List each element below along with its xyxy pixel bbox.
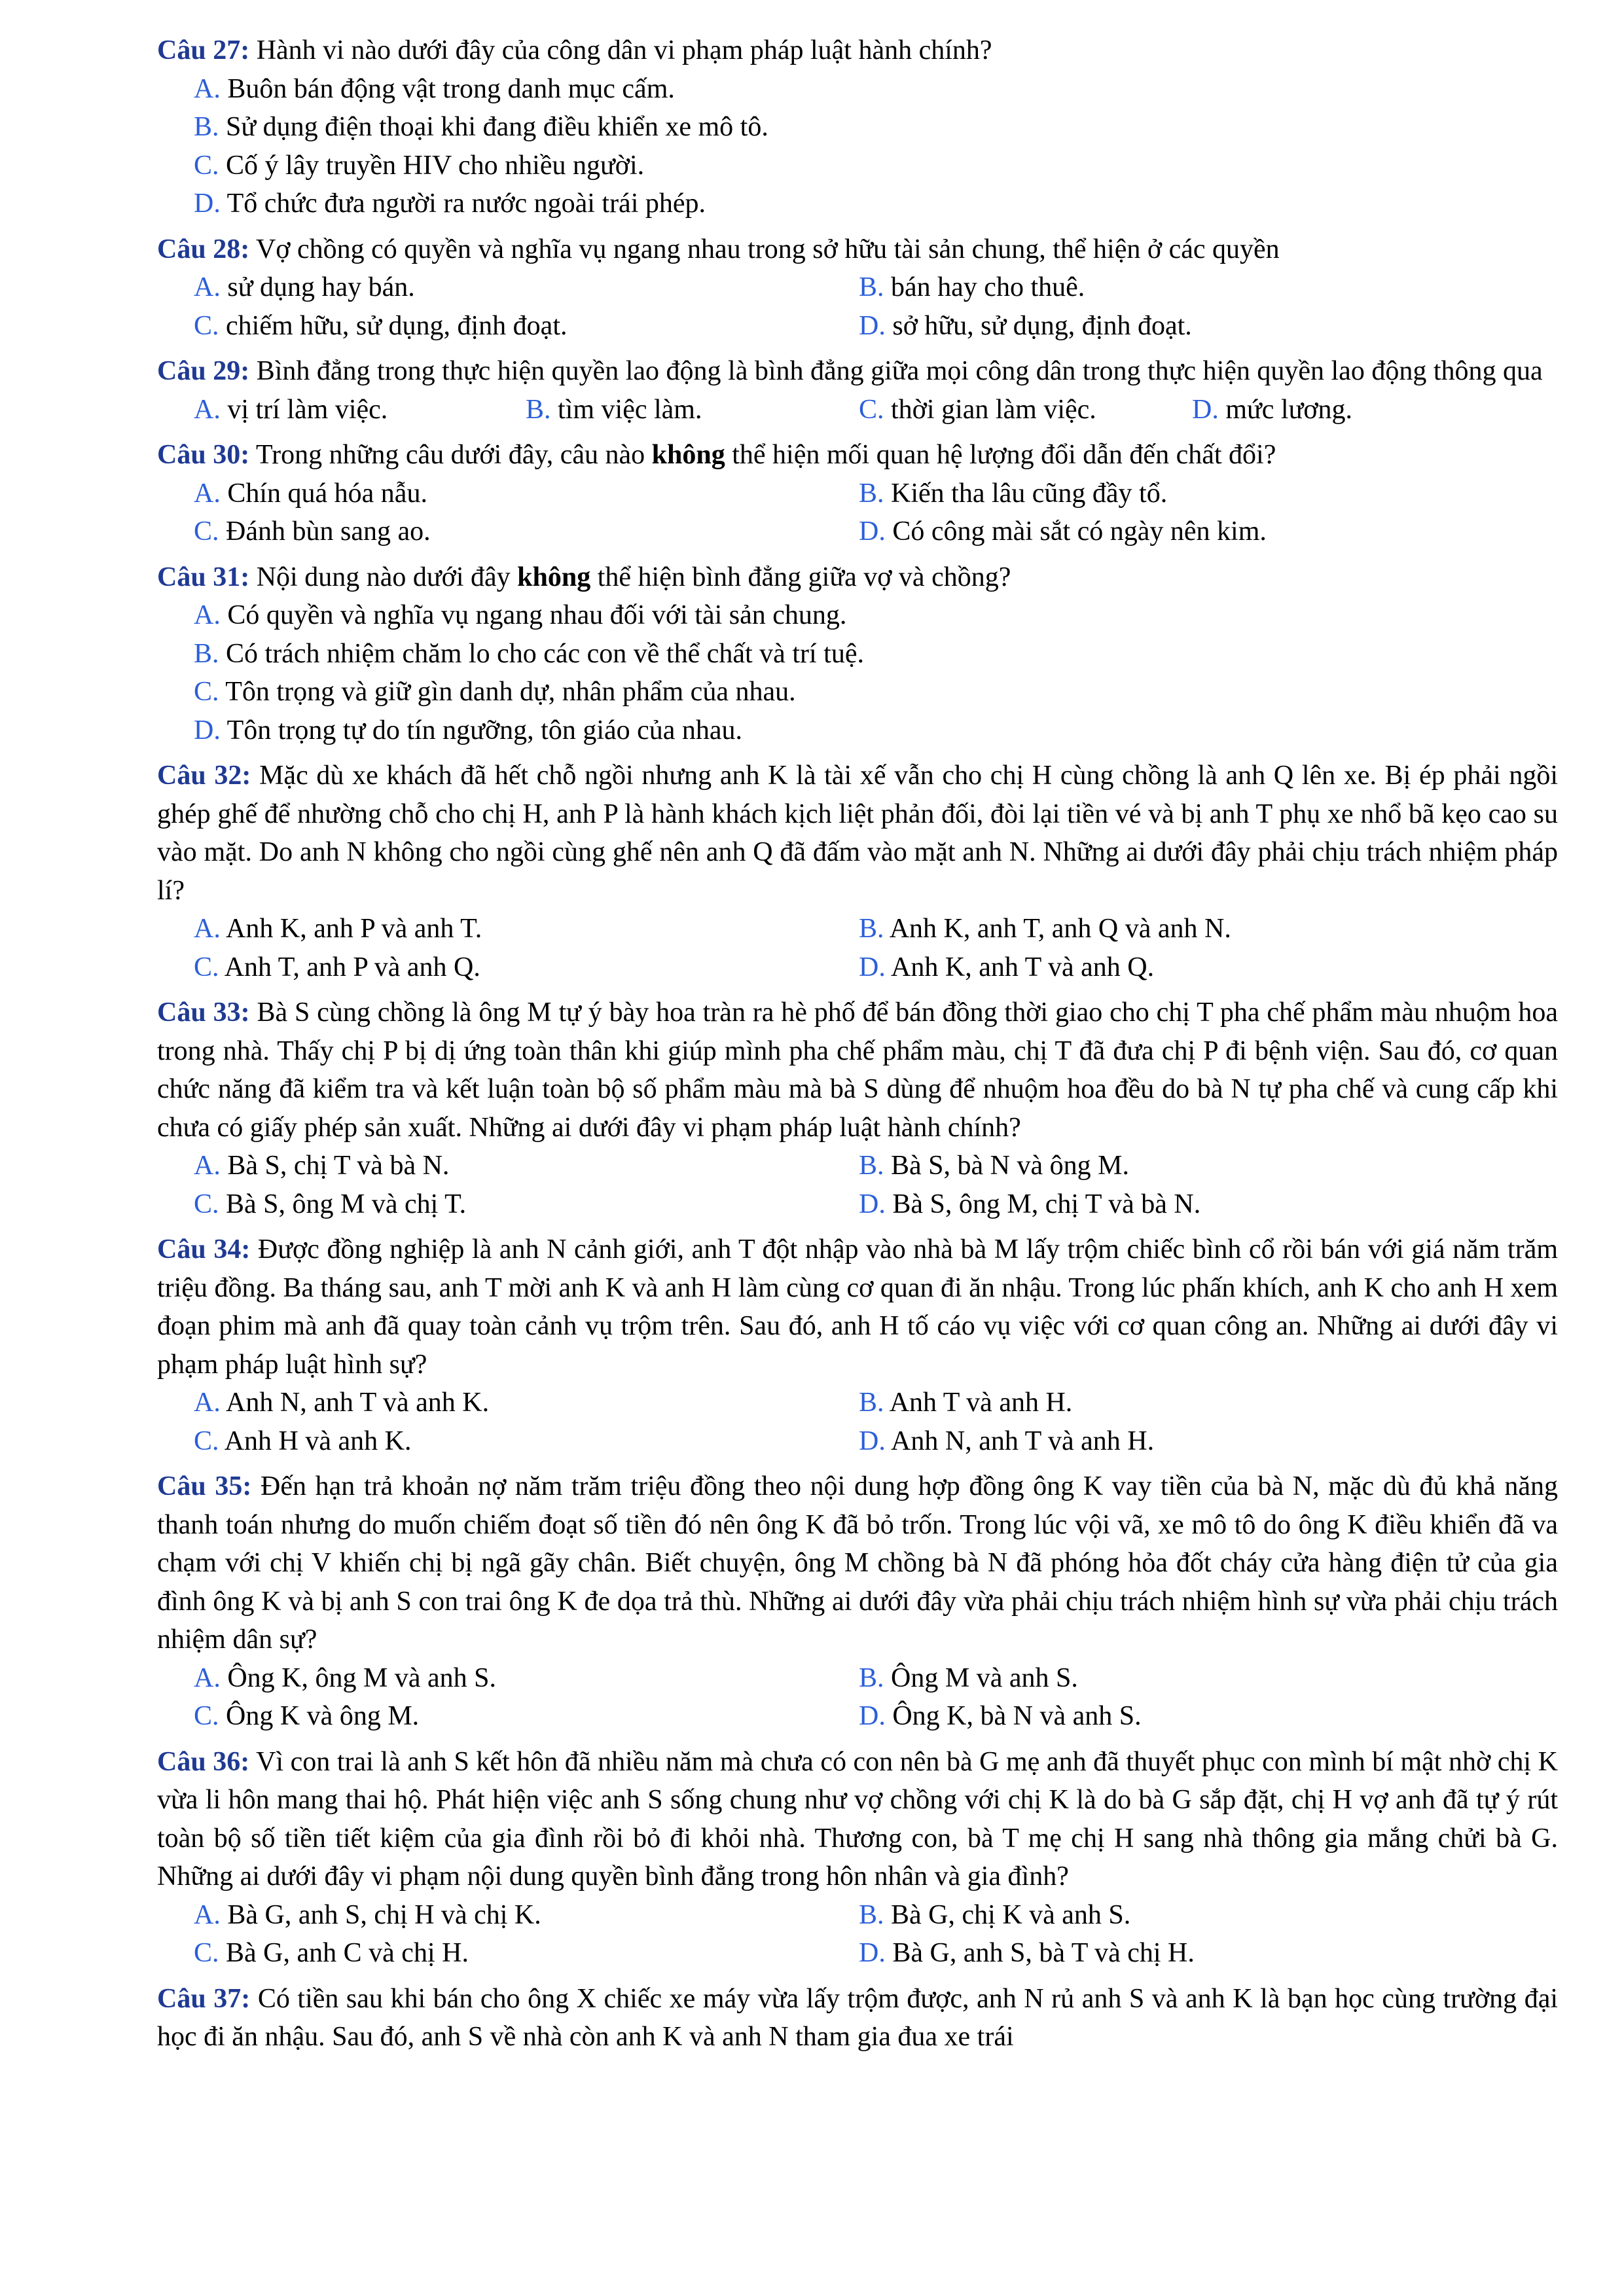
question-text: Đến hạn trả khoản nợ năm trăm triệu đồng theo nội dung hợp đồng ông K vay tiền của bà N, mặc dù đủ khả năng thanh toán nhưng do muốn chiếm đoạt số tiền đó nên ông K đã bỏ trốn. Trong lúc vội vã, xe mô tô do ông K điều khiển đã va chạm với chị V khiến chị bị ngã gãy chân. Biết chuyện, ông M chồng bà N đã phóng hỏa đốt cháy cửa hàng điện tử của gia đình ông K và bị anh S con trai ông K đe dọa trả thù. Những ai dưới đây vừa phải chịu trách nhiệm hình sự vừa phải chịu trách nhiệm dân sự? [157, 1471, 1559, 1655]
option-text: sử dụng hay bán. [227, 272, 415, 302]
option-letter: A. [194, 1388, 221, 1418]
option-letter: B. [859, 1662, 884, 1693]
option-text: Có quyền và nghĩa vụ ngang nhau đối với tài sản chung. [227, 600, 847, 630]
answer-option [194, 635, 1558, 673]
option-letter: B. [859, 1899, 884, 1930]
answer-options [157, 1896, 1558, 1973]
option-letter: D. [859, 1426, 886, 1456]
answer-option [194, 596, 1558, 635]
option-text: Sử dụng điện thoại khi đang điều khiển xe mô tô. [226, 112, 768, 142]
question-label: Câu [157, 1471, 206, 1501]
answer-option [859, 1422, 1558, 1461]
answer-option [194, 391, 526, 429]
question-stem [157, 1980, 1558, 2056]
question-stem [157, 436, 1558, 475]
question-block [157, 994, 1558, 1223]
option-text: Bà G, anh S, chị H và chị K. [227, 1899, 541, 1930]
answer-option [194, 948, 859, 987]
answer-options [157, 70, 1558, 223]
option-text: chiếm hữu, sử dụng, định đoạt. [226, 310, 568, 341]
answer-option [194, 1422, 859, 1461]
option-text: Chín quá hóa nẫu. [227, 478, 427, 509]
question-number: 31: [213, 562, 250, 592]
answer-option [859, 1659, 1558, 1698]
question-stem [157, 1467, 1558, 1659]
option-text: Buôn bán động vật trong danh mục cấm. [227, 73, 675, 104]
question-text: Hành vi nào dưới đây của công dân vi phạm pháp luật hành chính? [256, 35, 992, 65]
option-letter: C. [194, 952, 219, 982]
option-letter: B. [859, 478, 884, 509]
question-text: Bình đẳng trong thực hiện quyền lao động là bình đẳng giữa mọi công dân trong thực hiện quyền lao động thông qua [256, 356, 1543, 386]
question-text: Có tiền sau khi bán cho ông X chiếc xe máy vừa lấy trộm được, anh N rủ anh S và anh K là bạn học cùng trường đại học đi ăn nhậu. Sau đó, anh S về nhà còn anh K và anh N tham gia đua xe trái [157, 1983, 1559, 2052]
question-number: 35: [215, 1471, 252, 1501]
option-letter: B. [859, 914, 884, 944]
answer-options [157, 1384, 1558, 1460]
question-label: Câu [157, 761, 206, 791]
question-label: Câu [157, 1983, 206, 2014]
option-text: thời gian làm việc. [891, 394, 1096, 425]
option-letter: D. [859, 516, 886, 547]
question-number: 29: [213, 356, 250, 386]
answer-option [194, 673, 1558, 711]
option-text: bán hay cho thuê. [891, 272, 1085, 302]
answer-option [859, 512, 1558, 551]
question-stem [157, 31, 1558, 70]
option-text: Tổ chức đưa người ra nước ngoài trái phép. [226, 188, 706, 219]
option-letter: C. [194, 1189, 219, 1219]
option-text: Anh N, anh T và anh H. [891, 1426, 1155, 1456]
option-text: Anh H và anh K. [224, 1426, 412, 1456]
question-block [157, 1743, 1558, 1973]
question-text: Mặc dù xe khách đã hết chỗ ngồi nhưng anh K là tài xế vẫn cho chị H cùng chồng là anh Q lên xe. Bị ép phải ngồi ghép ghế để nhường chỗ cho chị H, anh P là hành khách kịch liệt phản đối, đòi lại tiền vé và bị anh T phụ xe nhổ bã kẹo cao su vào mặt. Do anh N không cho ngồi cùng ghế nên anh Q đã đấm vào mặt anh N. Những ai dưới đây phải chịu trách nhiệm pháp lí? [157, 761, 1559, 906]
answer-options [157, 391, 1558, 429]
option-letter: B. [526, 394, 551, 425]
option-text: Cố ý lây truyền HIV cho nhiều người. [226, 150, 645, 181]
question-block [157, 436, 1558, 551]
option-letter: D. [859, 1189, 886, 1219]
option-letter: A. [194, 272, 221, 302]
question-label: Câu [157, 562, 206, 592]
answer-options [157, 1147, 1558, 1223]
answer-options [157, 475, 1558, 551]
answer-option [859, 475, 1558, 513]
answer-option [194, 711, 1558, 750]
question-block [157, 558, 1558, 750]
question-block [157, 31, 1558, 223]
option-text: Anh K, anh T, anh Q và anh N. [889, 914, 1231, 944]
option-text: Có trách nhiệm chăm lo cho các con về thể chất và trí tuệ. [226, 638, 864, 669]
question-block [157, 1230, 1558, 1460]
option-letter: C. [194, 1938, 219, 1968]
answer-option [194, 1896, 859, 1935]
option-text: Bà S, ông M và chị T. [226, 1189, 467, 1219]
option-text: Tôn trọng và giữ gìn danh dự, nhân phẩm của nhau. [225, 677, 796, 707]
answer-options [157, 596, 1558, 749]
question-text-continued: thể hiện mối quan hệ lượng đổi dẫn đến chất đổi? [732, 440, 1276, 470]
option-letter: A. [194, 1899, 221, 1930]
option-text: Bà G, anh S, bà T và chị H. [892, 1938, 1195, 1968]
question-number: 32: [214, 761, 251, 791]
question-label: Câu [157, 35, 206, 65]
answer-option [194, 108, 1558, 147]
answer-option [194, 1147, 859, 1185]
question-stem [157, 558, 1558, 597]
question-label: Câu [157, 1234, 206, 1265]
option-letter: C. [194, 310, 219, 341]
answer-option [859, 391, 1192, 429]
option-letter: D. [859, 310, 886, 341]
option-text: mức lương. [1225, 394, 1353, 425]
option-letter: C. [859, 394, 884, 425]
option-text: Anh N, anh T và anh K. [226, 1388, 490, 1418]
question-label: Câu [157, 1746, 206, 1777]
question-label: Câu [157, 997, 206, 1028]
answer-option [859, 1934, 1558, 1973]
option-text: tìm việc làm. [558, 394, 702, 425]
option-letter: C. [194, 1426, 219, 1456]
question-text-continued: thể hiện bình đẳng giữa vợ và chồng? [597, 562, 1011, 592]
answer-option [194, 185, 1558, 223]
answer-option [859, 1384, 1558, 1422]
answer-option [859, 307, 1558, 346]
option-letter: A. [194, 73, 221, 104]
option-text: Anh K, anh P và anh T. [226, 914, 482, 944]
exam-page [157, 31, 1558, 2064]
answer-options [157, 1659, 1558, 1736]
option-letter: B. [194, 638, 219, 669]
answer-option [194, 70, 1558, 109]
option-text: Bà S, ông M, chị T và bà N. [892, 1189, 1201, 1219]
option-text: Tôn trọng tự do tín ngưỡng, tôn giáo của nhau. [226, 715, 743, 745]
question-number: 33: [213, 997, 250, 1028]
question-number: 37: [213, 1983, 251, 2014]
answer-option [194, 1185, 859, 1224]
question-stem [157, 994, 1558, 1147]
option-letter: D. [859, 952, 886, 982]
question-emphasis: không [651, 440, 725, 470]
option-text: Đánh bùn sang ao. [226, 516, 431, 547]
option-text: Bà G, anh C và chị H. [226, 1938, 469, 1968]
option-text: Anh K, anh T và anh Q. [891, 952, 1155, 982]
question-label: Câu [157, 234, 206, 264]
answer-option [859, 948, 1558, 987]
question-stem [157, 1230, 1558, 1384]
question-block [157, 230, 1558, 346]
question-stem [157, 757, 1558, 910]
question-text: Vì con trai là anh S kết hôn đã nhiều năm mà chưa có con nên bà G mẹ anh đã thuyết phục con mình bí mật nhờ chị K vừa li hôn mang thai hộ. Phát hiện việc anh S sống chung như vợ chồng với chị K là do bà G sắp đặt, chị H vợ anh đã tự ý rút toàn bộ số tiền tiết kiệm của gia đình rồi bỏ đi khỏi nhà. Thương con, bà T mẹ chị H sang nhà thông gia mắng chửi bà G. Những ai dưới đây vi phạm nội dung quyền bình đẳng trong hôn nhân và gia đình? [157, 1746, 1558, 1892]
option-letter: B. [859, 1388, 884, 1418]
answer-option [194, 268, 859, 307]
answer-option [194, 475, 859, 513]
option-text: Ông K, bà N và anh S. [892, 1701, 1142, 1731]
option-letter: B. [859, 272, 884, 302]
question-text: Trong những câu dưới đây, câu nào [255, 440, 645, 470]
option-letter: A. [194, 1151, 221, 1181]
option-text: Ông M và anh S. [891, 1662, 1078, 1693]
answer-option [859, 1896, 1558, 1935]
answer-option [859, 268, 1558, 307]
option-text: Anh T và anh H. [889, 1388, 1073, 1418]
option-text: Có công mài sắt có ngày nên kim. [892, 516, 1267, 547]
answer-options [157, 910, 1558, 986]
option-letter: D. [194, 715, 221, 745]
option-text: Bà S, chị T và bà N. [227, 1151, 450, 1181]
option-text: Ông K và ông M. [226, 1701, 420, 1731]
answer-option [194, 1384, 859, 1422]
option-letter: C. [194, 516, 219, 547]
option-text: Kiến tha lâu cũng đầy tổ. [891, 478, 1168, 509]
option-letter: A. [194, 600, 221, 630]
answer-option [859, 1147, 1558, 1185]
option-letter: C. [194, 1701, 219, 1731]
option-letter: D. [194, 188, 221, 219]
option-letter: D. [1192, 394, 1219, 425]
option-text: vị trí làm việc. [227, 394, 388, 425]
question-stem [157, 1743, 1558, 1896]
option-letter: C. [194, 677, 219, 707]
question-block [157, 352, 1558, 429]
option-letter: B. [194, 112, 219, 142]
option-letter: A. [194, 1662, 221, 1693]
option-letter: D. [859, 1701, 886, 1731]
answer-option [194, 147, 1558, 185]
answer-option [194, 1659, 859, 1698]
question-stem [157, 352, 1558, 391]
answer-option [194, 1697, 859, 1736]
question-number: 28: [213, 234, 250, 264]
answer-option [1192, 391, 1558, 429]
question-text: Bà S cùng chồng là ông M tự ý bày hoa tràn ra hè phố để bán đồng thời giao cho chị T pha chế phẩm màu nhuộm hoa trong nhà. Thấy chị P bị dị ứng toàn thân khi giúp mình pha chế phẩm màu, chị T đã đưa chị P đi bệnh viện. Sau đó, cơ quan chức năng đã kiểm tra và kết luận toàn bộ số phẩm màu mà bà S dùng để nhuộm hoa đều do bà N tự pha chế và cung cấp khi chưa có giấy phép sản xuất. Những ai dưới đây vi phạm pháp luật hành chính? [157, 997, 1559, 1143]
question-label: Câu [157, 356, 206, 386]
answer-option [859, 1697, 1558, 1736]
question-text: Nội dung nào dưới đây [256, 562, 511, 592]
option-letter: D. [859, 1938, 886, 1968]
question-block [157, 757, 1558, 986]
question-text: Vợ chồng có quyền và nghĩa vụ ngang nhau trong sở hữu tài sản chung, thể hiện ở các quyền [255, 234, 1280, 264]
answer-option [194, 512, 859, 551]
answer-option [859, 1185, 1558, 1224]
option-letter: A. [194, 394, 221, 425]
question-number: 36: [213, 1746, 250, 1777]
answer-options [157, 268, 1558, 345]
answer-option [194, 307, 859, 346]
option-text: Bà S, bà N và ông M. [891, 1151, 1129, 1181]
option-letter: A. [194, 478, 221, 509]
option-text: sở hữu, sử dụng, định đoạt. [892, 310, 1192, 341]
question-label: Câu [157, 440, 206, 470]
answer-option [194, 1934, 859, 1973]
option-text: Bà G, chị K và anh S. [891, 1899, 1131, 1930]
answer-option [194, 910, 859, 948]
option-letter: B. [859, 1151, 884, 1181]
option-text: Ông K, ông M và anh S. [227, 1662, 496, 1693]
question-emphasis: không [517, 562, 591, 592]
question-block [157, 1467, 1558, 1736]
option-letter: C. [194, 150, 219, 181]
question-stem [157, 230, 1558, 269]
question-number: 30: [213, 440, 250, 470]
answer-option [526, 391, 859, 429]
option-text: Anh T, anh P và anh Q. [224, 952, 480, 982]
answer-option [859, 910, 1558, 948]
question-text: Được đồng nghiệp là anh N cảnh giới, anh T đột nhập vào nhà bà M lấy trộm chiếc bình cổ rồi bán với giá năm trăm triệu đồng. Ba tháng sau, anh T mời anh K và anh H làm cùng cơ quan đi ăn nhậu. Trong lúc phấn khích, anh K cho anh H xem đoạn phim mà anh đã quay toàn cảnh vụ trộm trên. Sau đó, anh H tố cáo vụ việc với cơ quan công an. Những ai dưới đây vi phạm pháp luật hình sự? [157, 1234, 1559, 1380]
question-number: 27: [213, 35, 250, 65]
option-letter: A. [194, 914, 221, 944]
question-block [157, 1980, 1558, 2056]
question-number: 34: [213, 1234, 251, 1265]
